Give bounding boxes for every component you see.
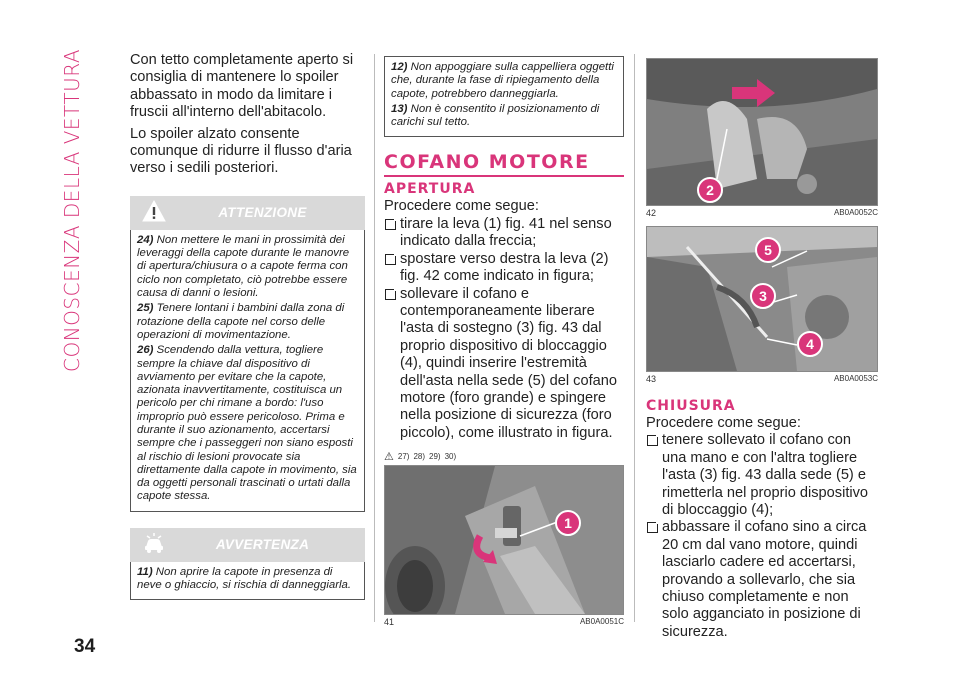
- intro-paragraph: Lo spoiler alzato consente comunque di ridurre il flusso d'aria verso i sedili posteriori.: [130, 125, 352, 177]
- figure-callout-4: 4: [797, 331, 823, 357]
- figure-41-image: [384, 465, 624, 615]
- attenzione-label: ATTENZIONE: [218, 204, 307, 220]
- hood-lever-illustration: [647, 59, 877, 205]
- lead-text: Procedere come segue:: [384, 198, 539, 215]
- figure-number: 42: [646, 208, 657, 218]
- note-item: 13) Non è consentito il posizionamento di carichi sul tetto.: [391, 102, 600, 129]
- bullet-icon: [647, 522, 658, 533]
- references: ⚠ 27) 28) 29) 30): [384, 451, 457, 464]
- lever-illustration: [385, 466, 623, 614]
- figure-callout-1: 1: [555, 510, 581, 536]
- list-item: tirare la leva (1) fig. 41 nel senso indicato dalla freccia;: [384, 216, 624, 251]
- list-item: sollevare il cofano e contemporaneamente liberare l'asta di sostegno (3) fig. 43 dal proprio dispositivo di bloccaggio (4), quindi inserire l'estremità dell'asta nella sede (5) del cofano motore (foro grande) e spingere nella posizione di sicurezza (foro piccolo), come illustrato in figura.: [384, 286, 624, 443]
- list-item: abbassare il cofano sino a circa 20 cm dal vano motore, quindi lasciarlo cadere ed accertarsi, provando a sollevarlo, che sia chiuso completamente e non solo agganciato in posizione di sicurezza.: [646, 519, 878, 641]
- page-number: 34: [74, 636, 96, 657]
- intro-paragraph: Con tetto completamente aperto si consiglia di mantenere lo spoiler abbassato in modo da limitare i fruscii all'interno dell'abitacolo.: [130, 52, 354, 121]
- bullet-icon: [385, 254, 396, 265]
- avvertenza-header: [130, 528, 365, 562]
- column-divider: [374, 54, 375, 622]
- avvertenza-box: [130, 562, 365, 601]
- figure-code: AB0A0052C: [833, 208, 878, 217]
- figure-caption: [384, 617, 624, 627]
- bullet-icon: [647, 435, 658, 446]
- list-item: tenere sollevato il cofano con una mano e con l'altra togliere l'asta (3) fig. 43 dalla sede (5) e rimetterla nel proprio dispositivo di bloccaggio (4);: [646, 432, 878, 519]
- note-item: 26) Scendendo dalla vettura, togliere sempre la chiave dal dispositivo di avviamento per evitare che la capote, azionata inavvertitamente, costituisca un pericolo per chi rimane a bordo: l'uso improprio può essere pericoloso. Prima e durante il suo azionamento, accertarsi sempre che i passeggeri non siano esposti al rischio di lesioni provocate sia direttamente dalla capote in movimento, sia da oggetti personali trascinati o urtati dalla capote stessa.: [137, 344, 357, 503]
- section-title: COFANO MOTORE: [384, 151, 624, 177]
- note-item: 11) Non aprire la capote in presenza di neve o ghiaccio, si rischia di danneggiarla.: [137, 565, 352, 592]
- avvertenza-box-continued: [384, 56, 624, 137]
- reference-icon: ⚠: [384, 451, 394, 464]
- figure-43-image: [646, 226, 878, 372]
- list-item: spostare verso destra la leva (2) fig. 42 come indicato in figura;: [384, 251, 624, 286]
- figure-callout-2: 2: [697, 177, 723, 203]
- figure-code: AB0A0051C: [579, 617, 624, 627]
- lead-text: Procedere come segue:: [646, 415, 801, 431]
- figure-code: AB0A0053C: [833, 374, 878, 383]
- column-1: [130, 52, 365, 600]
- figure-42-image: [646, 58, 878, 206]
- note-item: 12) Non appoggiare sulla cappelliera oggetti che, durante la fase di ripiegamento della capote, potrebbero danneggiarla.: [391, 61, 614, 100]
- figure-callout-5: 5: [755, 237, 781, 263]
- sub-title: CHIUSURA: [646, 398, 736, 414]
- sub-title: APERTURA: [384, 181, 476, 198]
- bullet-icon: [385, 219, 396, 230]
- section-side-title: CONOSCENZA DELLA VETTURA: [60, 48, 84, 372]
- attenzione-header: [130, 196, 365, 230]
- attenzione-box: [130, 230, 365, 512]
- note-item: 25) Tenere lontani i bambini dalla zona di rotazione della capote nel corso delle operazioni di movimentazione.: [137, 302, 345, 341]
- column-divider: [634, 54, 635, 622]
- figure-callout-3: 3: [750, 283, 776, 309]
- column-3: [646, 58, 878, 641]
- bullet-icon: [385, 289, 396, 300]
- figure-caption: [646, 208, 878, 218]
- figure-number: 41: [384, 617, 395, 628]
- column-2: [384, 52, 624, 627]
- note-item: 24) Non mettere le mani in prossimità dei leveraggi della capote durante le manovre di apertura/chiusura o a capote ferma con ciclo non completato, ciò potrebbe essere causa di danni o lesioni.: [137, 233, 350, 300]
- figure-caption: [646, 374, 878, 384]
- avvertenza-label: AVVERTENZA: [215, 536, 310, 552]
- figure-number: 43: [646, 374, 657, 384]
